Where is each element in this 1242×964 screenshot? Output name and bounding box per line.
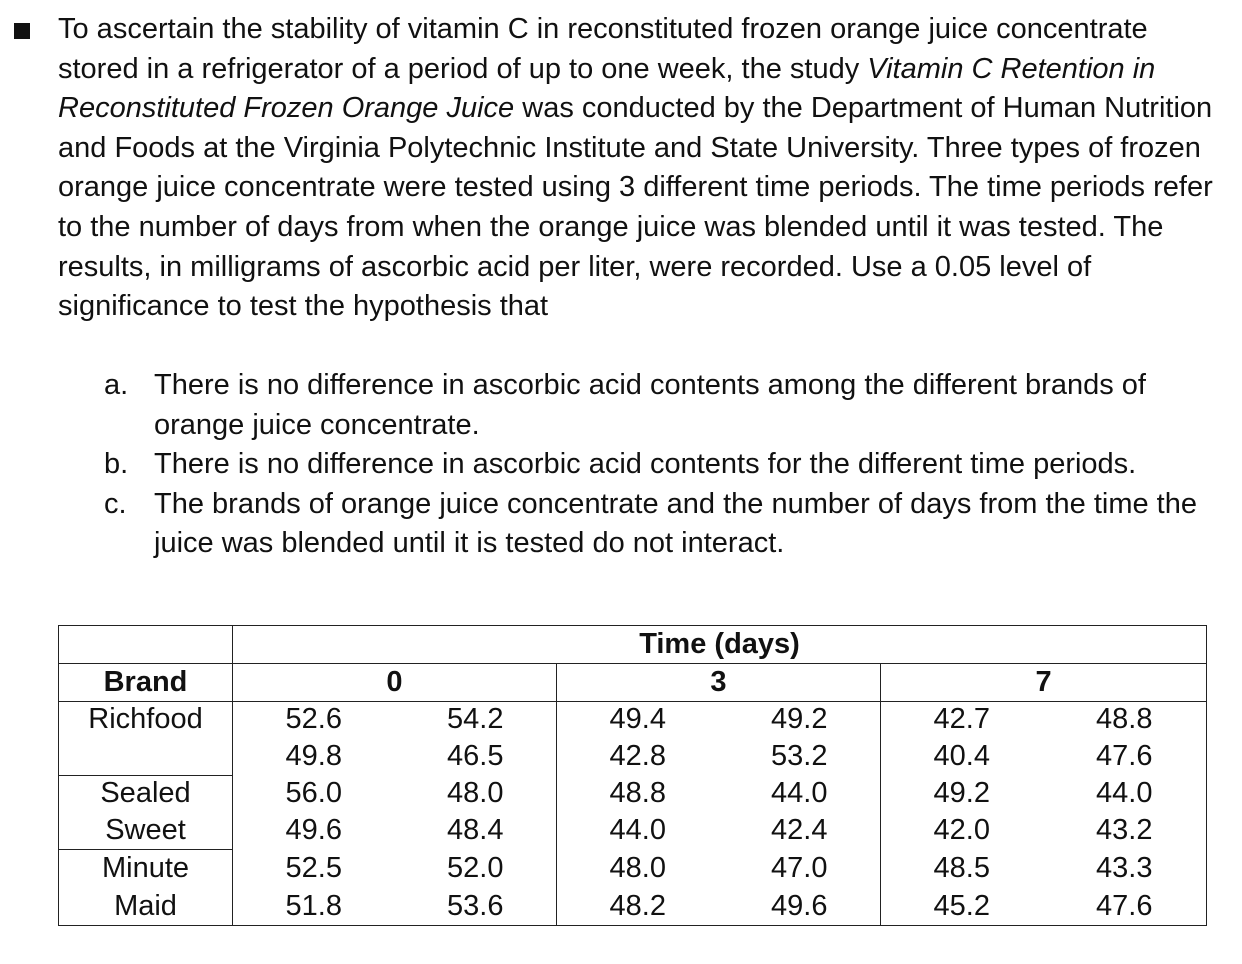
data-table — [58, 625, 1207, 926]
data-cell: 49.6 — [233, 812, 395, 850]
brand-name-continued — [59, 738, 233, 776]
list-marker: a. — [104, 369, 129, 401]
table-row — [59, 738, 1207, 776]
data-cell: 42.4 — [771, 814, 828, 846]
data-cell: 49.8 — [233, 738, 395, 776]
data-cell: 47.0 — [771, 852, 828, 884]
hypothesis-item-c — [58, 485, 1228, 564]
data-cell: 48.8 — [1043, 702, 1207, 738]
data-cell: 56.0 — [233, 776, 395, 812]
hypothesis-text: There is no difference in ascorbic acid contents among the different brands of orange juice concentrate. — [154, 369, 1146, 441]
brand-name: Minute — [59, 850, 233, 888]
bullet-square-icon — [14, 23, 30, 39]
brand-name: Richfood — [59, 702, 233, 738]
time-col-3: 3 — [557, 664, 881, 702]
data-cell: 48.5 — [881, 850, 1043, 888]
hypothesis-text: There is no difference in ascorbic acid contents for the different time periods. — [154, 448, 1137, 481]
data-cell: 42.8 — [557, 738, 719, 776]
intro-text-2: was conducted by the Department of Human Nutrition and Foods at the Virginia Polytechnic Institute and State University. Three types of frozen orange juice concentrate were tested using 3 different time periods. The time periods refer to the number of days from when the orange juice was blended until it was tested. The results, in milligrams of ascorbic acid per liter, were recorded. Use a 0.05 level of significance to test the hypothesis that — [58, 92, 1213, 323]
table-row — [59, 888, 1207, 926]
data-cell: 49.2 — [719, 702, 881, 738]
data-cell: 45.2 — [881, 888, 1043, 926]
data-cell: 49.6 — [719, 888, 881, 926]
hypothesis-text: The brands of orange juice concentrate and the number of days from the time the juice was blended until it is tested do not interact. — [154, 487, 1197, 560]
data-cell: 47.6 — [1043, 888, 1207, 926]
brand-name-line2: Maid — [59, 888, 233, 926]
data-cell: 44.0 — [1043, 776, 1207, 812]
data-cell: 48.2 — [557, 888, 719, 926]
data-cell: 48.0 — [557, 850, 719, 888]
data-cell: 46.5 — [447, 740, 504, 772]
intro-text-1: To ascertain the stability of vitamin C in reconstituted frozen orange juice concentrate stored in a refrigerator of a period of up to one week, the study — [58, 13, 1148, 85]
brand-name: Sealed — [59, 776, 233, 812]
data-cell: 52.5 — [233, 850, 395, 888]
brand-name-line2: Sweet — [59, 812, 233, 850]
hypothesis-list — [58, 366, 1228, 564]
data-cell: 54.2 — [395, 702, 557, 738]
hypothesis-item-a — [58, 366, 1228, 445]
table-row — [59, 850, 1207, 888]
data-cell: 43.2 — [1043, 812, 1207, 850]
data-cell: 52.6 — [233, 702, 395, 738]
data-cell: 53.2 — [771, 740, 828, 772]
data-cell: 49.4 — [557, 702, 719, 738]
problem-statement — [58, 10, 1228, 327]
data-cell: 49.2 — [881, 776, 1043, 812]
data-cell: 51.8 — [233, 888, 395, 926]
data-cell: 44.0 — [771, 777, 828, 809]
data-cell: 52.0 — [447, 852, 504, 884]
time-col-7: 7 — [881, 664, 1207, 702]
list-marker: c. — [104, 487, 127, 520]
data-cell: 53.6 — [395, 888, 557, 926]
list-marker: b. — [104, 448, 129, 481]
table-row — [59, 702, 1207, 738]
data-cell: 42.7 — [881, 702, 1043, 738]
data-cell: 44.0 — [557, 812, 719, 850]
data-cell: 47.6 — [1043, 738, 1207, 776]
data-cell: 42.0 — [881, 812, 1043, 850]
empty-header-cell — [59, 626, 233, 664]
table-row — [59, 776, 1207, 812]
time-col-0: 0 — [233, 664, 557, 702]
data-cell: 43.3 — [1043, 850, 1207, 888]
time-header: Time (days) — [233, 626, 1207, 664]
table-row — [59, 812, 1207, 850]
study-title: Vitamin C Retention in Reconstituted Frozen Orange Juice — [58, 52, 1156, 125]
data-cell: 40.4 — [881, 738, 1043, 776]
hypothesis-item-b — [58, 445, 1228, 485]
brand-header: Brand — [59, 664, 233, 702]
data-cell: 48.8 — [557, 776, 719, 812]
data-cell: 48.0 — [447, 777, 504, 809]
data-cell: 48.4 — [447, 814, 504, 846]
